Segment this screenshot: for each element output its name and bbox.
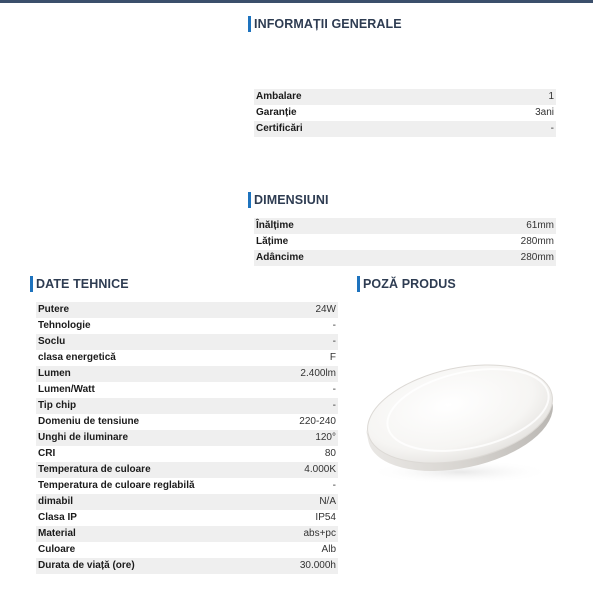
top-divider <box>0 0 593 3</box>
row-label: Durata de viață (ore) <box>38 560 135 571</box>
row-label: Lumen/Watt <box>38 384 95 395</box>
row-label: Unghi de iluminare <box>38 432 129 443</box>
dimensions-title: DIMENSIUNI <box>248 192 329 208</box>
row-label: dimabil <box>38 496 74 507</box>
row-label: Clasa IP <box>38 512 77 523</box>
row-value: 4.000K <box>304 464 336 475</box>
row-label: Culoare <box>38 544 76 555</box>
table-row <box>36 542 338 558</box>
table-row <box>36 510 338 526</box>
row-label: Lățime <box>256 236 289 247</box>
round-ceiling-lamp-icon <box>360 360 560 490</box>
row-value: - <box>332 384 336 395</box>
product-photo-title: POZĂ PRODUS <box>357 276 456 292</box>
table-row <box>36 494 338 510</box>
row-value: 3ani <box>535 107 554 118</box>
row-value: N/A <box>319 496 336 507</box>
row-value: IP54 <box>315 512 336 523</box>
row-value: 61mm <box>526 220 554 231</box>
table-row <box>36 478 338 494</box>
row-value: 2.400lm <box>300 368 336 379</box>
row-value: F <box>329 352 336 363</box>
row-value: 30.000h <box>299 560 336 571</box>
table-row <box>36 558 338 574</box>
row-label: Înălțime <box>256 220 294 231</box>
row-label: clasa energetică <box>38 352 116 363</box>
table-row <box>254 89 556 105</box>
table-row <box>36 382 338 398</box>
table-row <box>36 350 338 366</box>
technical-data-table <box>36 302 338 574</box>
table-row <box>254 121 556 137</box>
table-row <box>254 218 556 234</box>
row-label: CRI <box>38 448 56 459</box>
general-info-table <box>254 89 556 137</box>
row-value: 80 <box>324 448 336 459</box>
row-value: abs+pc <box>303 528 336 539</box>
row-label: Tip chip <box>38 400 77 411</box>
row-label: Temperatura de culoare reglabilă <box>38 480 195 491</box>
general-info-title: INFORMAȚII GENERALE <box>248 16 402 32</box>
table-row <box>36 334 338 350</box>
row-label: Soclu <box>38 336 66 347</box>
row-value: - <box>332 336 336 347</box>
row-value: Alb <box>321 544 336 555</box>
row-label: Material <box>38 528 76 539</box>
row-label: Adâncime <box>256 252 304 263</box>
table-row <box>36 414 338 430</box>
table-row <box>36 398 338 414</box>
row-value: 120° <box>315 432 336 443</box>
table-row <box>36 526 338 542</box>
table-row <box>36 446 338 462</box>
row-label: Lumen <box>38 368 71 379</box>
table-row <box>254 234 556 250</box>
row-value: 220-240 <box>299 416 336 427</box>
row-value: - <box>332 480 336 491</box>
product-photo <box>360 360 560 490</box>
table-row <box>36 366 338 382</box>
row-label: Domeniu de tensiune <box>38 416 140 427</box>
row-label: Certificări <box>256 123 303 134</box>
row-label: Putere <box>38 304 70 315</box>
row-value: 280mm <box>520 236 554 247</box>
row-value: 280mm <box>520 252 554 263</box>
table-row <box>36 318 338 334</box>
dimensions-table <box>254 218 556 266</box>
row-label: Temperatura de culoare <box>38 464 151 475</box>
row-value: 1 <box>548 91 554 102</box>
table-row <box>36 302 338 318</box>
row-label: Tehnologie <box>38 320 91 331</box>
row-value: 24W <box>315 304 336 315</box>
table-row <box>254 105 556 121</box>
table-row <box>36 430 338 446</box>
table-row <box>254 250 556 266</box>
row-value: - <box>332 320 336 331</box>
technical-data-title: DATE TEHNICE <box>30 276 129 292</box>
row-label: Ambalare <box>256 91 302 102</box>
row-label: Garanție <box>256 107 297 118</box>
row-value: - <box>550 123 554 134</box>
table-row <box>36 462 338 478</box>
row-value: - <box>332 400 336 411</box>
